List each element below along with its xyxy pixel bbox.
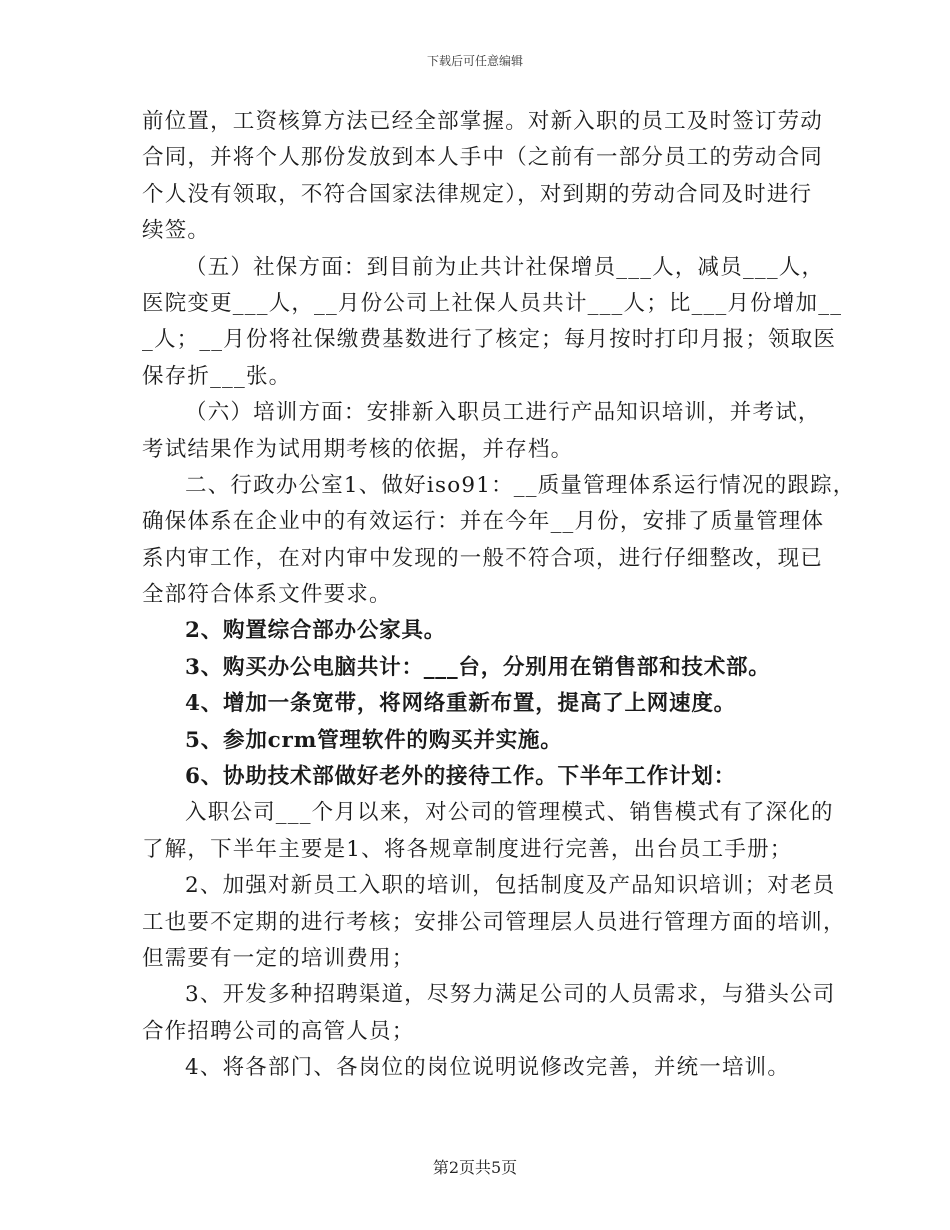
text-line: 5、参加crm管理软件的购买并实施。 [185,727,563,753]
text-line: 3、购买办公电脑共计：___台，分别用在销售部和技术部。 [185,654,771,680]
text-line: 4、将各部门、各岗位的岗位说明说修改完善，并统一培训。 [185,1055,791,1081]
text-line: （六）培训方面：安排新入职员工进行产品知识培训，并考试， [185,400,821,426]
document-body [142,104,856,1087]
text-line: 考试结果作为试用期考核的依据，并存档。 [142,436,574,462]
text-line: 医院变更___人，__月份公司上社保人员共计___人；比___月份增加__ [142,290,843,316]
page-header: 下载后可任意编辑 [426,54,523,68]
text-line: 3、开发多种招聘渠道，尽努力满足公司的人员需求，与猎头公司 [185,982,836,1008]
text-line: 了解，下半年主要是1、将各规章制度进行完善，出台员工手册； [142,836,793,862]
text-line: （五）社保方面：到目前为止共计社保增员___人，减员___人， [185,254,825,280]
text-line: 入职公司___个月以来，对公司的管理模式、销售模式有了深化的 [185,800,834,826]
text-line: 工也要不定期的进行考核；安排公司管理层人员进行管理方面的培训， [142,909,846,935]
text-line: 6、协助技术部做好老外的接待工作。下半年工作计划： [185,764,736,790]
text-line: 系内审工作，在对内审中发现的一般不符合项，进行仔细整改，现已 [142,545,824,571]
page-number: 第2页共5页 [432,1158,518,1177]
text-line: 4、增加一条宽带，将网络重新布置，提高了上网速度。 [185,691,736,717]
text-line: 二、行政办公室1、做好iso91：__质量管理体系运行情况的跟踪， [185,472,856,498]
text-line: 2、加强对新员工入职的培训，包括制度及产品知识培训；对老员 [185,873,836,899]
text-line: 合作招聘公司的高管人员； [142,1018,415,1044]
text-line: 前位置，工资核算方法已经全部掌握。对新入职的员工及时签订劳动 [142,109,824,134]
text-line: 续签。 [142,218,211,244]
text-line: 个人没有领取，不符合国家法律规定），对到期的劳动合同及时进行 [142,181,813,207]
text-line: 但需要有一定的培训费用； [142,945,415,971]
text-line: _人；__月份将社保缴费基数进行了核定；每月按时打印月报；领取医 [142,327,837,353]
text-line: 全部符合体系文件要求。 [142,582,392,608]
text-line: 保存折___张。 [142,363,292,389]
text-line: 合同，并将个人那份发放到本人手中（之前有一部分员工的劳动合同 [142,145,824,171]
text-line: 确保体系在企业中的有效运行：并在今年__月份，安排了质量管理体 [142,509,825,535]
text-line: 2、购置综合部办公家具。 [185,618,447,644]
